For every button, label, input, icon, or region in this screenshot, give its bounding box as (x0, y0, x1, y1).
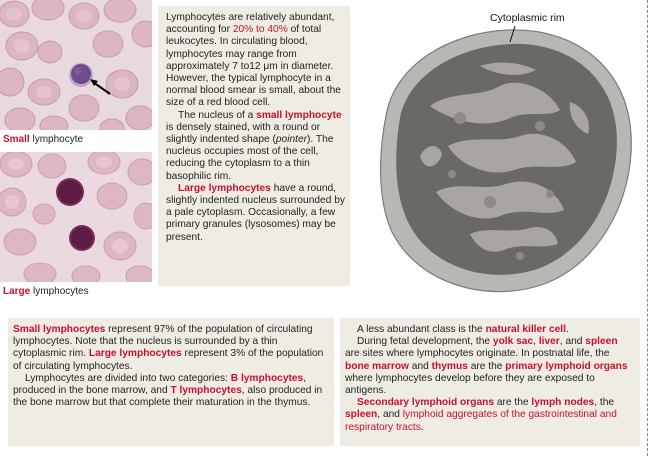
text-run: where lymphocytes develop before they are exposed to antigens. (345, 372, 595, 397)
electron-micrograph (360, 6, 640, 304)
highlight-text: lymphoid aggregates of the gastrointestinal and respiratory tracts (345, 409, 617, 433)
text-run: is densely stained, with a round or slightly indented shape ( (166, 121, 321, 146)
text-run: represent 97% of the population of circulating lymphocytes. Note that the nucleus is surrounded by a thin cytoplasmic rim. (13, 324, 313, 360)
description-panel-left (8, 318, 334, 446)
text-run: Lymphocytes are divided into two categories: (25, 372, 231, 384)
text-run: and (408, 360, 432, 372)
key-term: Large lymphocytes (88, 348, 182, 360)
italic-text: pointer (275, 134, 308, 146)
description-panel-right (340, 318, 640, 446)
paragraph (166, 183, 346, 244)
paragraph (345, 397, 635, 434)
text-run: A less abundant class is the (357, 324, 486, 335)
key-term: thymus (431, 360, 468, 372)
page-border (647, 0, 648, 456)
paragraph (166, 110, 346, 183)
cytoplasmic-rim-label: Cytoplasmic rim (490, 12, 565, 24)
key-term: B lymphocytes (230, 372, 304, 384)
large-lymphocytes-micrograph (0, 152, 152, 282)
text-run: , the (594, 397, 615, 409)
large-lymphocytes-caption (3, 286, 89, 297)
key-term: Large lymphocytes (178, 182, 271, 194)
text-run: of total leukocytes. In circulating blood, lymphocytes may range from approximately 7 to12 μm in diameter. However, the typical lymphocyte in a normal blood smear is small, about the size of a red blood cell. (166, 24, 341, 109)
key-term: T lymphocytes (170, 385, 242, 397)
caption-emphasis: Large (3, 286, 31, 297)
text-run: , and (377, 409, 403, 421)
key-term: small lymphocyte (256, 109, 342, 121)
text-run: are sites where lymphocytes originate. In postnatal life, the (345, 348, 610, 360)
key-term: spleen (585, 336, 618, 348)
key-term: primary lymphoid organs (505, 360, 628, 372)
text-run: . (565, 324, 569, 335)
text-run: , produced in the bone marrow, and (13, 372, 307, 397)
key-term: spleen (345, 409, 378, 421)
text-run: During fetal development, the (357, 336, 493, 348)
key-term: Small lymphocytes (13, 324, 106, 335)
text-run: , and (559, 336, 586, 348)
paragraph (166, 12, 346, 110)
caption-text: lymphocytes (30, 286, 89, 297)
text-run: , (533, 336, 539, 348)
key-term: bone marrow (345, 360, 409, 372)
text-run: ). The nucleus occupies most of the cell, reducing the cytoplasm to a thin basophilic rim. (166, 134, 334, 182)
text-run: The nucleus of a (178, 109, 257, 121)
text-run: represent 3% of the population of circulating lymphocytes. (13, 348, 324, 372)
description-panel-top (158, 6, 350, 286)
caption-text: lymphocyte (29, 134, 84, 145)
key-term: yolk sac (492, 336, 534, 348)
key-term: lymph nodes (531, 397, 595, 409)
small-lymphocyte-caption (3, 134, 83, 145)
paragraph (345, 336, 635, 397)
text-run: have a round, slightly indented nucleus surrounded by a pale cytoplasm. Occasionally, a few primary granules (lysosomes) may be present. (166, 182, 345, 243)
paragraph (13, 373, 328, 410)
text-run: . (420, 421, 424, 433)
paragraph (13, 324, 328, 373)
text-run: are the (467, 360, 506, 372)
highlight-text: 20% to 40% (232, 24, 288, 36)
caption-emphasis: Small (3, 134, 30, 145)
small-lymphocyte-micrograph (0, 0, 152, 130)
text-run: are the (494, 397, 532, 409)
key-term: natural killer cell (485, 324, 566, 335)
text-run: , also produced in the bone marrow but that complete their maturation in the thymus. (13, 385, 323, 409)
paragraph (345, 324, 635, 336)
key-term: Secondary lymphoid organs (357, 397, 494, 409)
key-term: liver (538, 336, 560, 348)
text-run: Lymphocytes are relatively abundant, accounting for (166, 12, 335, 36)
